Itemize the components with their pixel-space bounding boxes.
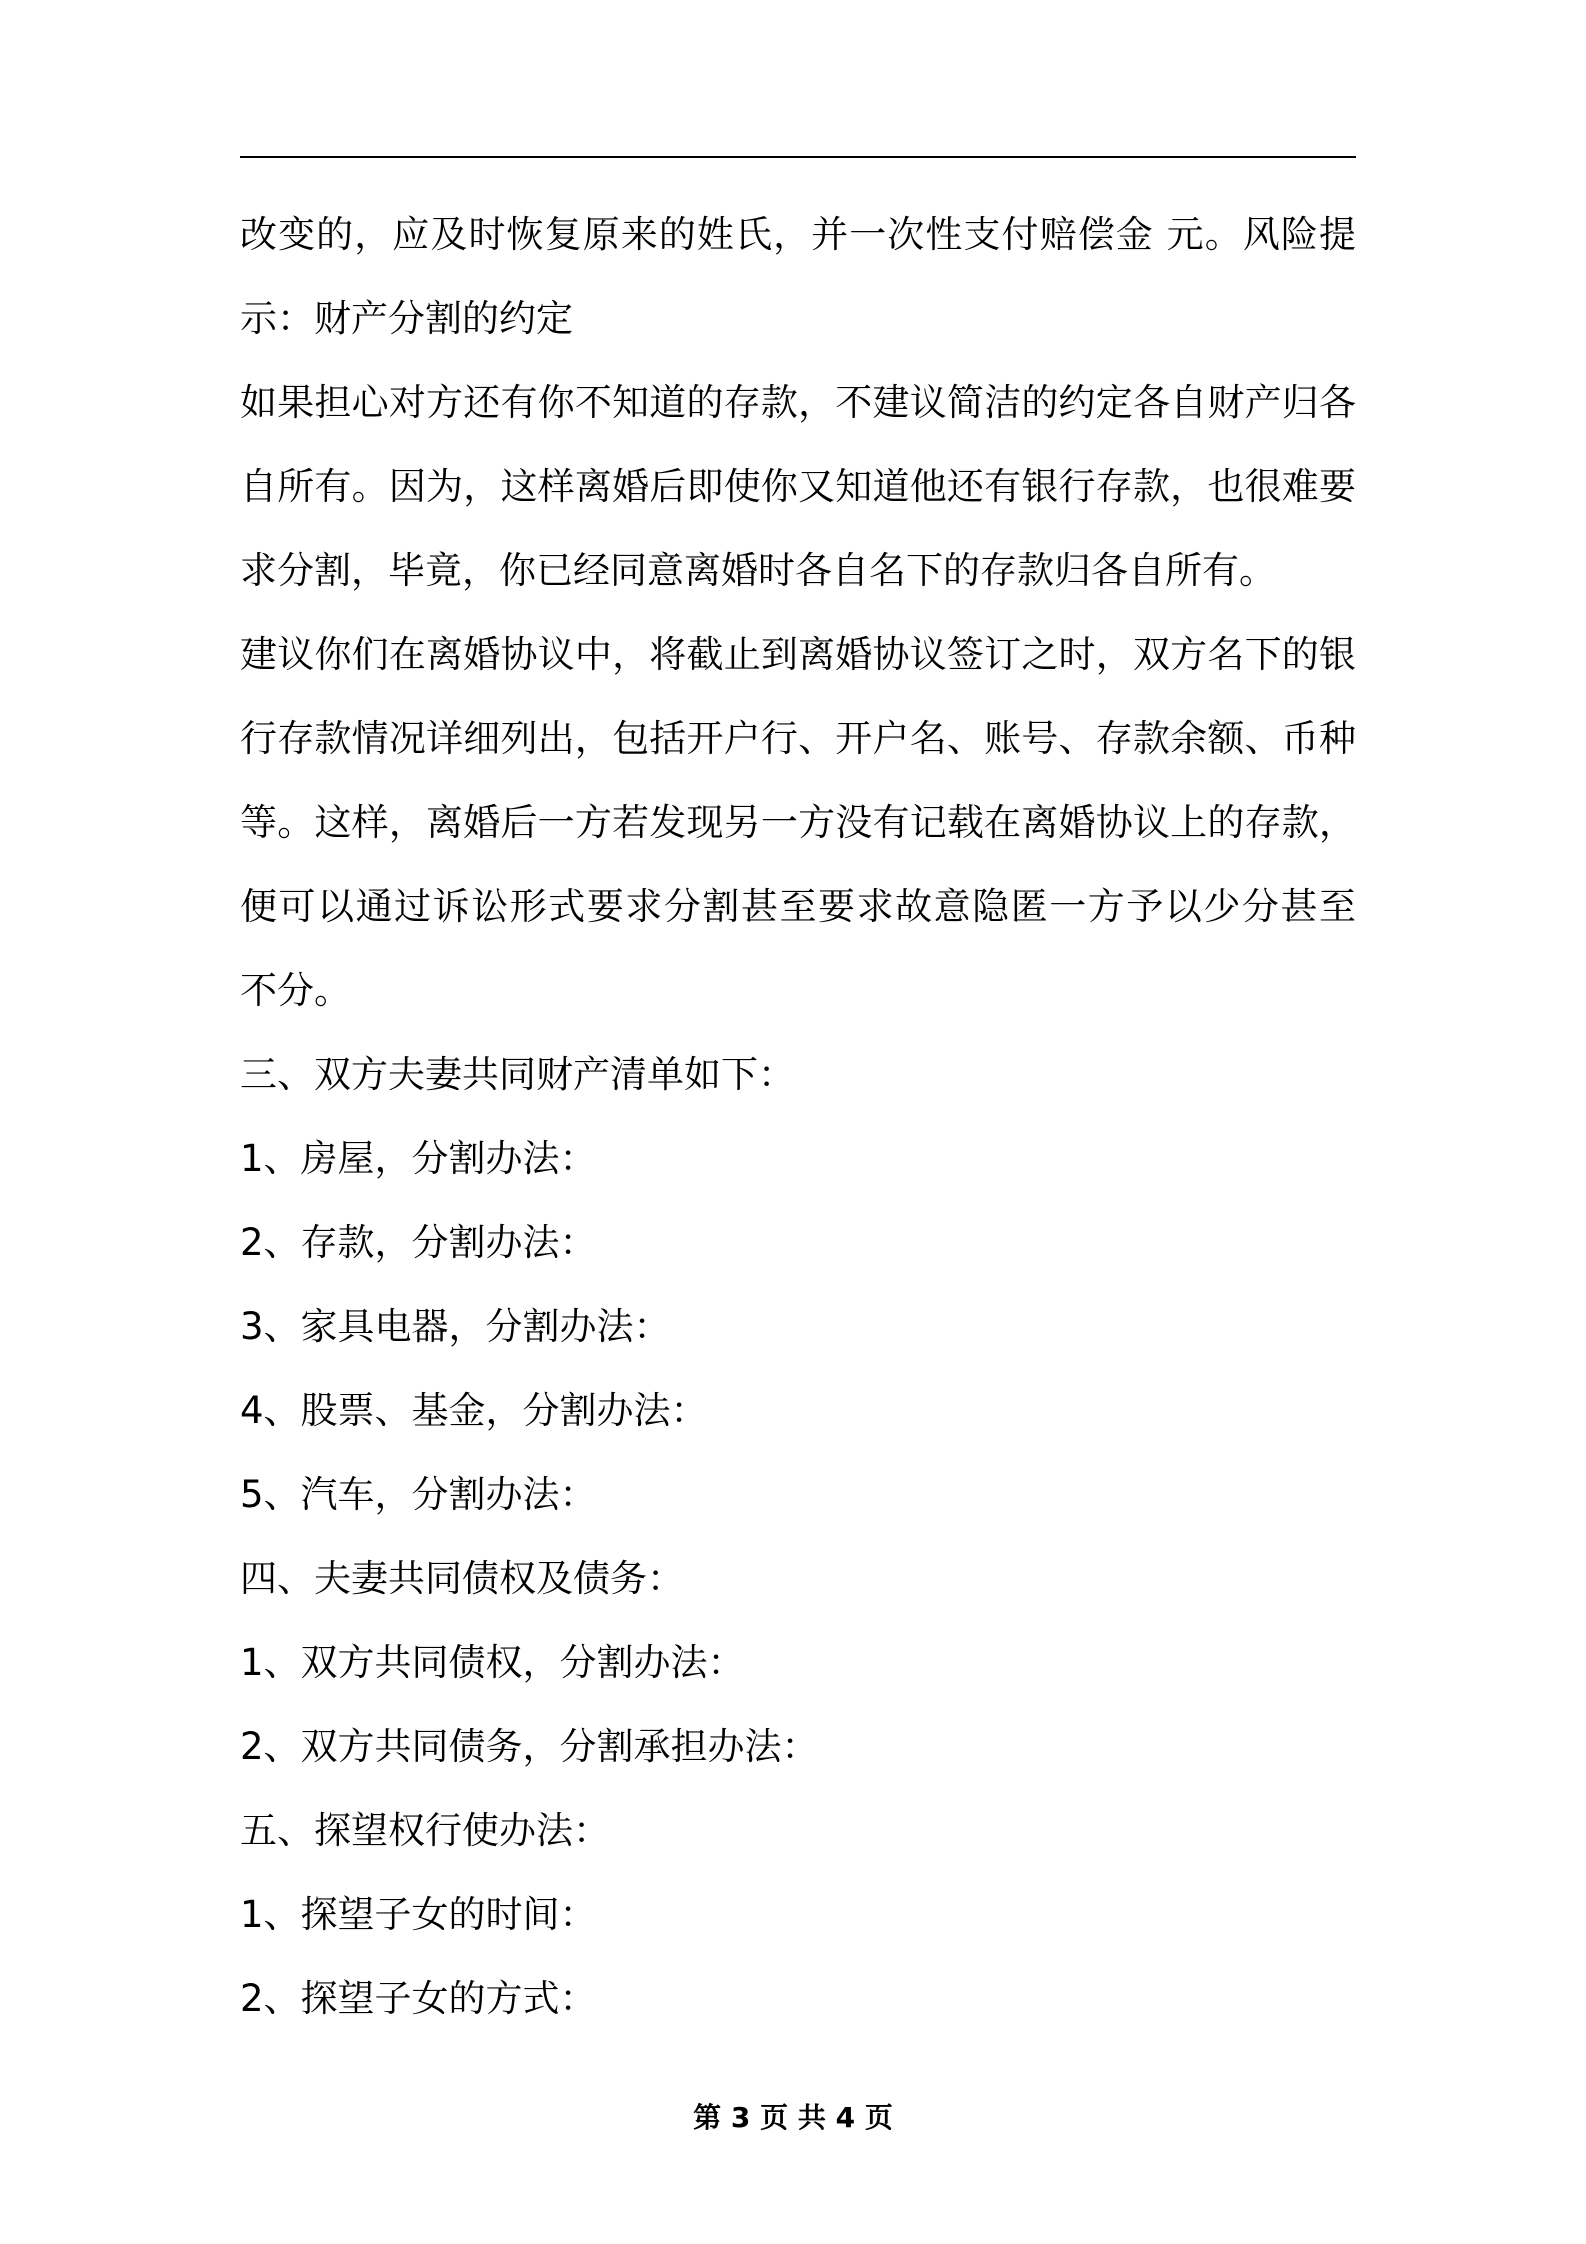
paragraph-line: 建议你们在离婚协议中，将截止到离婚协议签订之时，双方名下的银 [240,633,1356,676]
paragraph-line: 改变的，应及时恢复原来的姓氏，并一次性支付赔偿金 元。风险提 [240,213,1356,256]
header-rule [240,156,1356,158]
paragraph-line: 求分割，毕竟，你已经同意离婚时各自名下的存款归各自所有。 [240,549,1276,592]
list-item: 1、双方共同债权，分割办法： [240,1641,745,1684]
list-item: 5、汽车，分割办法： [240,1473,597,1516]
paragraph-line: 行存款情况详细列出，包括开户行、开户名、账号、存款余额、币种 [240,717,1356,760]
list-item: 2、探望子女的方式： [240,1977,597,2020]
section-heading: 三、双方夫妻共同财产清单如下： [240,1053,795,1096]
paragraph-line: 示：财产分割的约定 [240,297,573,340]
paragraph-line: 不分。 [240,969,351,1012]
paragraph-line: 等。这样，离婚后一方若发现另一方没有记载在离婚协议上的存款， [240,801,1356,844]
list-item: 2、双方共同债务，分割承担办法： [240,1725,819,1768]
list-item: 2、存款，分割办法： [240,1221,597,1264]
document-body [240,193,1356,2041]
section-heading: 五、探望权行使办法： [240,1809,610,1852]
list-item: 4、股票、基金，分割办法： [240,1389,708,1432]
list-item: 1、探望子女的时间： [240,1893,597,1936]
list-item: 1、房屋，分割办法： [240,1137,597,1180]
section-heading: 四、夫妻共同债权及债务： [240,1557,684,1600]
paragraph-line: 便可以通过诉讼形式要求分割甚至要求故意隐匿一方予以少分甚至 [240,885,1356,928]
paragraph-line: 自所有。因为，这样离婚后即使你又知道他还有银行存款，也很难要 [240,465,1356,508]
list-item: 3、家具电器，分割办法： [240,1305,671,1348]
paragraph-line: 如果担心对方还有你不知道的存款，不建议简洁的约定各自财产归各 [240,381,1356,424]
page-number: 第 3 页 共 4 页 [693,2101,893,2134]
